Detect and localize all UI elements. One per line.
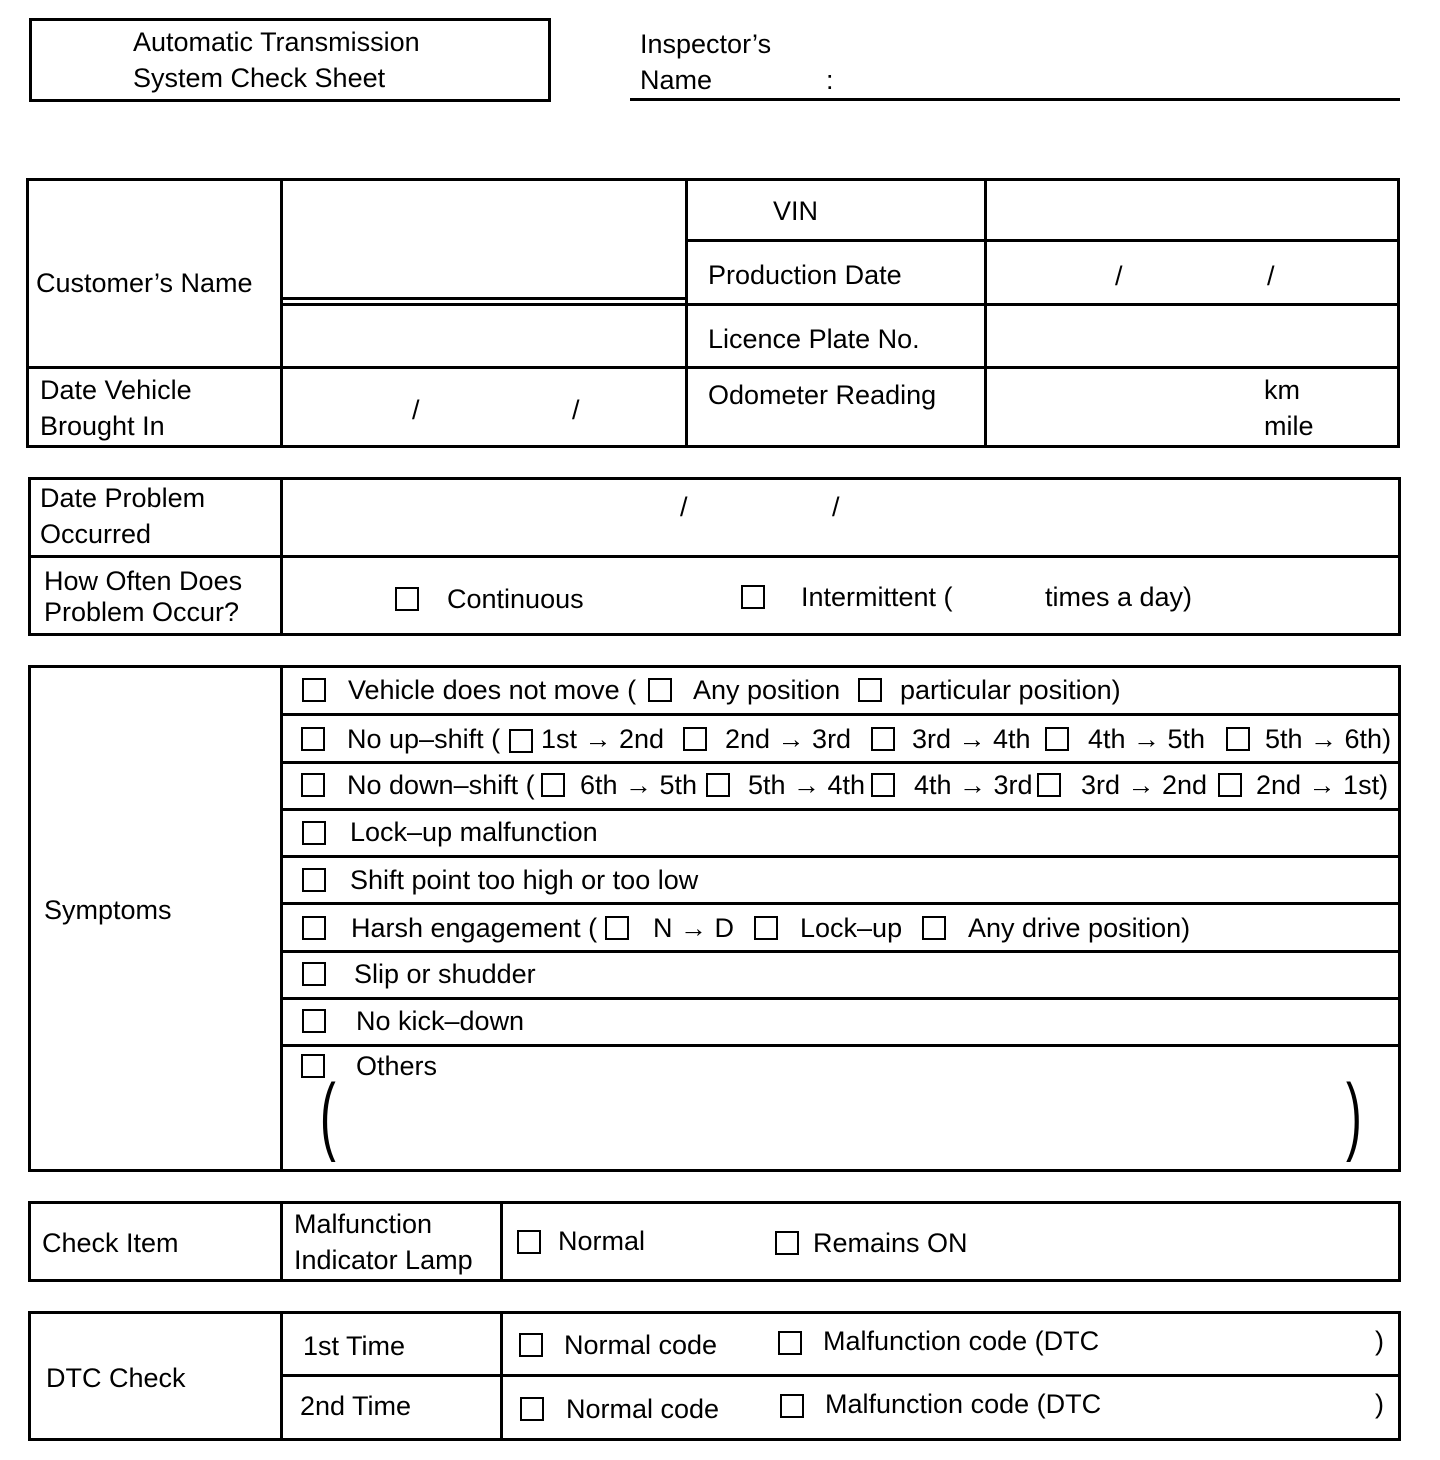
symptom-no-kickdown-label: No kick–down xyxy=(356,1006,525,1036)
check-item-table xyxy=(28,1201,1401,1282)
downshift-5th-4th-label: 5th → 4th xyxy=(748,770,866,800)
dtc-first-time-label: 1st Time xyxy=(303,1331,406,1361)
odometer-label: Odometer Reading xyxy=(708,380,937,410)
date-brought-in-label-line-1: Date Vehicle xyxy=(40,375,192,405)
dtc-check-label: DTC Check xyxy=(46,1363,186,1393)
downshift-5th-4th-checkbox[interactable] xyxy=(706,773,730,797)
inspector-name-line[interactable] xyxy=(630,98,1400,101)
date-problem-separator: / xyxy=(680,492,688,522)
harsh-any-drive-label: Any drive position) xyxy=(968,913,1191,943)
upshift-5th-6th-checkbox[interactable] xyxy=(1226,727,1250,751)
symptom-harsh-engagement-checkbox[interactable] xyxy=(302,916,326,940)
vin-field[interactable] xyxy=(988,181,1397,238)
production-date-label: Production Date xyxy=(708,260,902,290)
downshift-2nd-1st-checkbox[interactable] xyxy=(1218,773,1242,797)
symptoms-row-divider xyxy=(280,1044,1401,1047)
check-item-label: Check Item xyxy=(42,1228,179,1258)
date-problem-label-line-1: Date Problem xyxy=(40,483,206,513)
date-brought-in-separator: / xyxy=(412,395,420,425)
vehicle-table-divider xyxy=(685,178,688,448)
others-paren-close: ) xyxy=(1346,1067,1362,1163)
dtc-first-malfunction-checkbox[interactable] xyxy=(778,1331,802,1355)
downshift-6th-5th-checkbox[interactable] xyxy=(541,773,565,797)
date-problem-label-line-2: Occurred xyxy=(40,519,152,549)
symptom-slip-shudder-label: Slip or shudder xyxy=(354,959,536,989)
how-often-label-line-2: Problem Occur? xyxy=(44,597,240,627)
dtc-first-malfunction-label: Malfunction code (DTC xyxy=(823,1326,1100,1356)
dtc-second-normal-checkbox[interactable] xyxy=(520,1397,544,1421)
upshift-2nd-3rd-checkbox[interactable] xyxy=(683,727,707,751)
vehicle-table-divider xyxy=(685,239,1400,242)
how-often-label-line-1: How Often Does xyxy=(44,566,243,596)
symptoms-row-divider xyxy=(280,902,1401,905)
symptom-slip-shudder-checkbox[interactable] xyxy=(302,962,326,986)
problem-table-divider xyxy=(28,555,1401,558)
downshift-3rd-2nd-checkbox[interactable] xyxy=(1037,773,1061,797)
production-date-separator: / xyxy=(1267,261,1275,291)
dtc-second-time-label: 2nd Time xyxy=(300,1391,412,1421)
title-line-2: System Check Sheet xyxy=(133,63,386,93)
continuous-label: Continuous xyxy=(447,584,584,614)
any-position-checkbox[interactable] xyxy=(648,678,672,702)
symptom-no-upshift-label: No up–shift ( xyxy=(347,724,501,754)
downshift-4th-3rd-label: 4th → 3rd xyxy=(914,770,1033,800)
particular-position-checkbox[interactable] xyxy=(858,678,882,702)
upshift-4th-5th-label: 4th → 5th xyxy=(1088,724,1206,754)
vehicle-table-divider xyxy=(26,366,1400,369)
symptom-vehicle-not-move-label: Vehicle does not move ( xyxy=(348,675,637,705)
symptom-no-kickdown-checkbox[interactable] xyxy=(302,1009,326,1033)
harsh-n-d-label: N → D xyxy=(653,913,734,943)
vehicle-table-divider xyxy=(685,303,1400,306)
customer-name-field[interactable] xyxy=(284,181,684,294)
times-a-day-label: times a day) xyxy=(1045,582,1193,612)
harsh-any-drive-checkbox[interactable] xyxy=(922,916,946,940)
upshift-5th-6th-label: 5th → 6th) xyxy=(1265,724,1392,754)
date-brought-in-label-line-2: Brought In xyxy=(40,411,165,441)
date-brought-in-separator: / xyxy=(572,395,580,425)
upshift-1st-2nd-checkbox[interactable] xyxy=(509,729,533,753)
downshift-4th-3rd-checkbox[interactable] xyxy=(871,773,895,797)
upshift-3rd-4th-checkbox[interactable] xyxy=(871,727,895,751)
title-line-1: Automatic Transmission xyxy=(133,27,420,57)
symptom-vehicle-not-move-checkbox[interactable] xyxy=(302,678,326,702)
licence-plate-field[interactable] xyxy=(988,307,1397,364)
harsh-n-d-checkbox[interactable] xyxy=(605,916,629,940)
symptom-no-downshift-label: No down–shift ( xyxy=(347,770,535,800)
others-paren-open: ( xyxy=(320,1067,336,1163)
symptoms-row-divider xyxy=(280,808,1401,811)
inspector-label-line-1: Inspector’s xyxy=(640,29,772,59)
dtc-second-normal-label: Normal code xyxy=(566,1394,720,1424)
check-item-divider xyxy=(500,1201,503,1282)
harsh-lockup-checkbox[interactable] xyxy=(754,916,778,940)
downshift-2nd-1st-label: 2nd → 1st) xyxy=(1256,770,1389,800)
symptom-no-downshift-checkbox[interactable] xyxy=(301,773,325,797)
any-position-label: Any position xyxy=(693,675,841,705)
intermittent-label: Intermittent ( xyxy=(801,582,953,612)
dtc-first-normal-label: Normal code xyxy=(564,1330,718,1360)
date-problem-separator: / xyxy=(832,492,840,522)
continuous-checkbox[interactable] xyxy=(395,587,419,611)
symptoms-row-divider xyxy=(280,713,1401,716)
symptoms-label: Symptoms xyxy=(44,895,172,925)
symptom-shift-point-checkbox[interactable] xyxy=(302,868,326,892)
symptoms-row-divider xyxy=(280,950,1401,953)
symptom-others-label: Others xyxy=(356,1051,438,1081)
symptoms-row-divider xyxy=(280,997,1401,1000)
dtc-divider xyxy=(280,1374,1401,1377)
intermittent-checkbox[interactable] xyxy=(741,585,765,609)
dtc-second-close-paren: ) xyxy=(1375,1389,1384,1419)
customer-name-double-line xyxy=(282,303,686,306)
customer-name-field-2[interactable] xyxy=(284,307,684,364)
dtc-first-close-paren: ) xyxy=(1375,1326,1384,1356)
mil-remains-on-label: Remains ON xyxy=(813,1228,968,1258)
inspector-colon: : xyxy=(826,65,834,95)
vin-label: VIN xyxy=(773,196,819,226)
odometer-unit-km: km xyxy=(1264,375,1300,405)
downshift-3rd-2nd-label: 3rd → 2nd xyxy=(1081,770,1208,800)
customer-name-double-line xyxy=(282,297,686,300)
harsh-lockup-label: Lock–up xyxy=(800,913,903,943)
odometer-unit-mile: mile xyxy=(1264,411,1314,441)
mil-label-line-2: Indicator Lamp xyxy=(294,1245,473,1275)
mil-normal-checkbox[interactable] xyxy=(517,1230,541,1254)
mil-remains-on-checkbox[interactable] xyxy=(775,1231,799,1255)
production-date-separator: / xyxy=(1115,261,1123,291)
licence-plate-label: Licence Plate No. xyxy=(708,324,920,354)
symptom-harsh-engagement-label: Harsh engagement ( xyxy=(351,913,598,943)
inspector-label-line-2: Name xyxy=(640,65,713,95)
dtc-second-malfunction-checkbox[interactable] xyxy=(780,1394,804,1418)
downshift-6th-5th-label: 6th → 5th xyxy=(580,770,698,800)
symptom-no-upshift-checkbox[interactable] xyxy=(301,727,325,751)
symptom-lockup-malfunction-label: Lock–up malfunction xyxy=(350,817,598,847)
upshift-2nd-3rd-label: 2nd → 3rd xyxy=(725,724,852,754)
check-item-divider xyxy=(280,1201,283,1282)
dtc-first-normal-checkbox[interactable] xyxy=(519,1333,543,1357)
upshift-3rd-4th-label: 3rd → 4th xyxy=(912,724,1031,754)
mil-label-line-1: Malfunction xyxy=(294,1209,433,1239)
symptom-lockup-malfunction-checkbox[interactable] xyxy=(302,821,326,845)
mil-normal-label: Normal xyxy=(558,1226,646,1256)
customer-name-label: Customer’s Name xyxy=(36,268,253,298)
vehicle-table-divider xyxy=(280,178,283,448)
vehicle-table-divider xyxy=(984,178,987,448)
dtc-second-malfunction-label: Malfunction code (DTC xyxy=(825,1389,1102,1419)
upshift-1st-2nd-label: 1st → 2nd xyxy=(541,724,665,754)
symptom-shift-point-label: Shift point too high or too low xyxy=(350,865,699,895)
upshift-4th-5th-checkbox[interactable] xyxy=(1045,727,1069,751)
particular-position-label: particular position) xyxy=(900,675,1121,705)
symptoms-table-divider xyxy=(280,665,283,1172)
symptoms-row-divider xyxy=(280,855,1401,858)
others-description-field[interactable] xyxy=(350,1085,1340,1160)
symptoms-row-divider xyxy=(280,761,1401,764)
